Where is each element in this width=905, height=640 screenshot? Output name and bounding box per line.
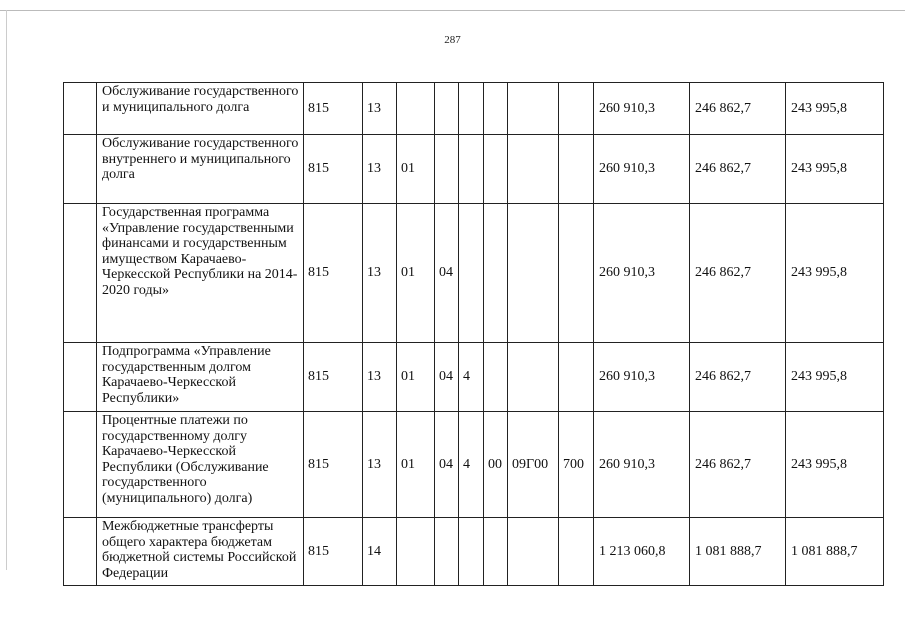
row-description: Обслуживание государственного и муниципального долга xyxy=(97,83,304,135)
cell-expense-type xyxy=(559,83,594,135)
cell-subsection: 01 xyxy=(397,204,435,343)
cell-amount-year3: 243 995,8 xyxy=(786,412,884,518)
cell-direction: 09Г00 xyxy=(508,412,559,518)
cell-amount-year3: 243 995,8 xyxy=(786,204,884,343)
cell-grbs: 815 xyxy=(304,204,363,343)
cell-program: 04 xyxy=(435,204,459,343)
cell-direction xyxy=(508,135,559,204)
table-body xyxy=(64,83,884,586)
cell-program xyxy=(435,83,459,135)
cell-section: 13 xyxy=(363,412,397,518)
cell-subprogram xyxy=(459,204,484,343)
cell-direction xyxy=(508,83,559,135)
cell-expense-type: 700 xyxy=(559,412,594,518)
cell-program xyxy=(435,135,459,204)
row-description: Государственная программа «Управление государственными финансами и государственным имуществом Карачаево-Черкесской Республики на 2014-2020 годы» xyxy=(97,204,304,343)
cell-event xyxy=(484,83,508,135)
cell-amount-year1: 260 910,3 xyxy=(594,343,690,412)
cell-row-number xyxy=(64,83,97,135)
cell-program xyxy=(435,518,459,586)
cell-row-number xyxy=(64,412,97,518)
cell-amount-year3: 1 081 888,7 xyxy=(786,518,884,586)
row-description: Обслуживание государственного внутреннего и муниципального долга xyxy=(97,135,304,204)
cell-amount-year2: 246 862,7 xyxy=(690,204,786,343)
cell-section: 13 xyxy=(363,135,397,204)
scan-edge-top xyxy=(0,10,905,11)
cell-amount-year3: 243 995,8 xyxy=(786,135,884,204)
row-description: Подпрограмма «Управление государственным долгом Карачаево-Черкесской Республики» xyxy=(97,343,304,412)
cell-section: 14 xyxy=(363,518,397,586)
table-row xyxy=(64,135,884,204)
cell-section: 13 xyxy=(363,343,397,412)
cell-row-number xyxy=(64,343,97,412)
cell-subprogram: 4 xyxy=(459,343,484,412)
cell-program: 04 xyxy=(435,343,459,412)
cell-subprogram xyxy=(459,83,484,135)
cell-amount-year1: 1 213 060,8 xyxy=(594,518,690,586)
cell-grbs: 815 xyxy=(304,412,363,518)
cell-expense-type xyxy=(559,518,594,586)
cell-amount-year2: 246 862,7 xyxy=(690,135,786,204)
table-row xyxy=(64,518,884,586)
cell-amount-year3: 243 995,8 xyxy=(786,83,884,135)
cell-row-number xyxy=(64,135,97,204)
cell-event xyxy=(484,518,508,586)
cell-subsection: 01 xyxy=(397,343,435,412)
cell-grbs: 815 xyxy=(304,83,363,135)
cell-subsection: 01 xyxy=(397,135,435,204)
cell-subsection xyxy=(397,83,435,135)
cell-event xyxy=(484,135,508,204)
cell-amount-year3: 243 995,8 xyxy=(786,343,884,412)
table-row xyxy=(64,412,884,518)
cell-amount-year1: 260 910,3 xyxy=(594,83,690,135)
cell-expense-type xyxy=(559,343,594,412)
cell-grbs: 815 xyxy=(304,518,363,586)
table-row xyxy=(64,204,884,343)
cell-grbs: 815 xyxy=(304,343,363,412)
cell-amount-year1: 260 910,3 xyxy=(594,135,690,204)
cell-section: 13 xyxy=(363,83,397,135)
cell-amount-year1: 260 910,3 xyxy=(594,412,690,518)
cell-row-number xyxy=(64,204,97,343)
page-number: 287 xyxy=(444,34,461,46)
cell-amount-year2: 246 862,7 xyxy=(690,83,786,135)
table-row xyxy=(64,83,884,135)
cell-event: 00 xyxy=(484,412,508,518)
cell-grbs: 815 xyxy=(304,135,363,204)
cell-subprogram xyxy=(459,518,484,586)
cell-amount-year2: 246 862,7 xyxy=(690,412,786,518)
cell-amount-year1: 260 910,3 xyxy=(594,204,690,343)
cell-expense-type xyxy=(559,135,594,204)
table-row xyxy=(64,343,884,412)
cell-subprogram: 4 xyxy=(459,412,484,518)
cell-subprogram xyxy=(459,135,484,204)
cell-event xyxy=(484,343,508,412)
budget-table xyxy=(63,82,884,586)
cell-direction xyxy=(508,518,559,586)
cell-expense-type xyxy=(559,204,594,343)
cell-direction xyxy=(508,204,559,343)
row-description: Межбюджетные трансферты общего характера бюджетам бюджетной системы Российской Федерации xyxy=(97,518,304,586)
cell-section: 13 xyxy=(363,204,397,343)
cell-row-number xyxy=(64,518,97,586)
cell-subsection xyxy=(397,518,435,586)
scan-edge-left xyxy=(6,10,7,570)
cell-direction xyxy=(508,343,559,412)
cell-program: 04 xyxy=(435,412,459,518)
cell-amount-year2: 1 081 888,7 xyxy=(690,518,786,586)
cell-event xyxy=(484,204,508,343)
row-description: Процентные платежи по государственному долгу Карачаево-Черкесской Республики (Обслуживание государственного (муниципального) долга) xyxy=(97,412,304,518)
cell-amount-year2: 246 862,7 xyxy=(690,343,786,412)
cell-subsection: 01 xyxy=(397,412,435,518)
